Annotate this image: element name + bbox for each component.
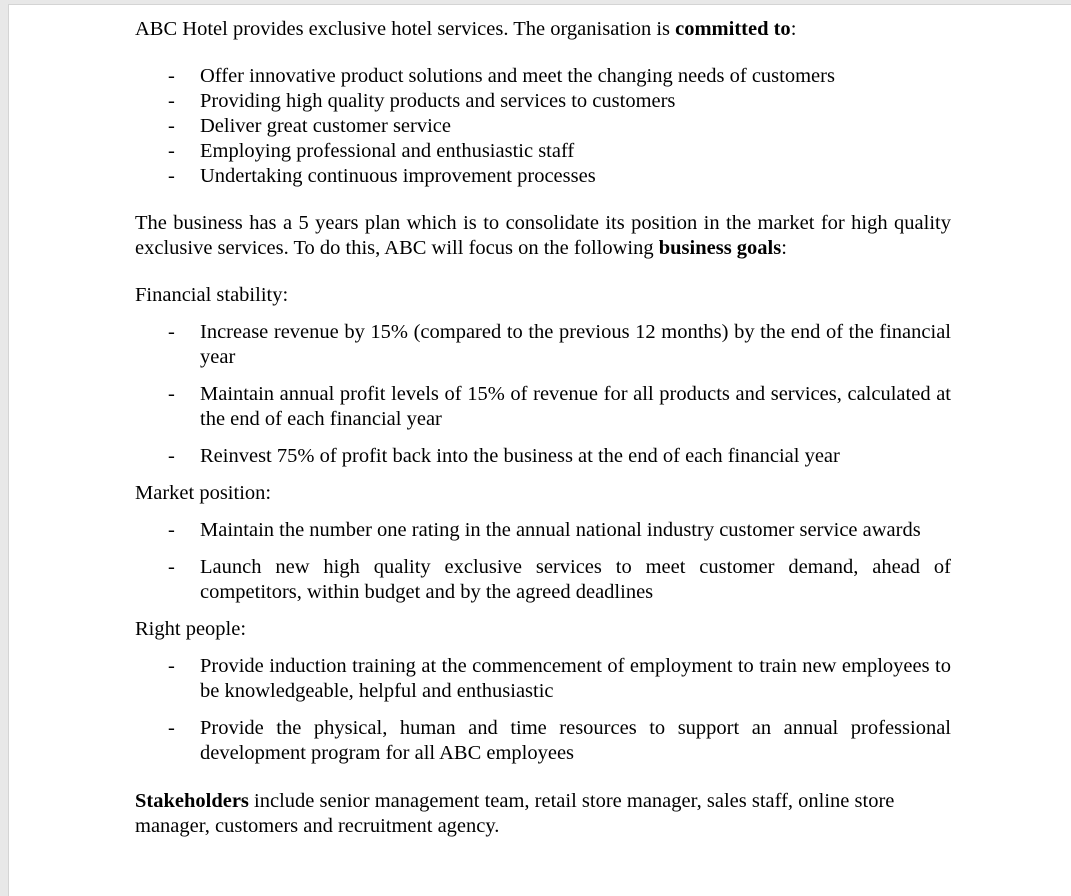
list-item-text: Employing professional and enthusiastic staff xyxy=(200,140,575,162)
dash-marker: - xyxy=(168,321,175,343)
stakeholders-text: include senior management team, retail store manager, sales staff, online store manager, customers and recruitment agency. xyxy=(135,790,895,837)
list-item xyxy=(135,444,951,469)
intro-text: ABC Hotel provides exclusive hotel services. The organisation is xyxy=(135,18,676,40)
list-item-text: Deliver great customer service xyxy=(200,115,452,137)
list-item xyxy=(135,164,951,189)
list-item-text: Launch new high quality exclusive services to meet customer demand, ahead of competitors, within budget and by the agreed deadlines xyxy=(200,556,951,603)
dash-marker: - xyxy=(168,519,175,541)
dash-marker: - xyxy=(168,655,175,677)
dash-marker: - xyxy=(168,115,175,137)
plan-text: The business has a 5 years plan which is to consolidate its position in the market for high quality exclusive services. To do this, ABC will focus on the following xyxy=(135,212,951,259)
list-item xyxy=(135,320,951,370)
dash-marker: - xyxy=(168,717,175,739)
dash-marker: - xyxy=(168,445,175,467)
list-item-text: Offer innovative product solutions and meet the changing needs of customers xyxy=(200,65,835,87)
list-item-text: Provide induction training at the commencement of employment to train new employees to be knowledgeable, helpful and enthusiastic xyxy=(200,655,951,702)
dash-marker: - xyxy=(168,65,175,87)
dash-marker: - xyxy=(168,90,175,112)
list-item xyxy=(135,89,951,114)
plan-paragraph xyxy=(135,211,951,261)
list-item xyxy=(135,654,951,704)
list-item xyxy=(135,382,951,432)
list-item-text: Maintain the number one rating in the annual national industry customer service awards xyxy=(200,519,921,541)
stakeholders-bold: Stakeholders xyxy=(135,790,249,812)
list-item-text: Increase revenue by 15% (compared to the previous 12 months) by the end of the financial year xyxy=(200,321,951,368)
list-item xyxy=(135,716,951,766)
goal-heading-market: Market position: xyxy=(135,482,272,504)
list-item-text: Provide the physical, human and time resources to support an annual professional development program for all ABC employees xyxy=(200,717,951,764)
intro-paragraph xyxy=(135,17,951,42)
document-content xyxy=(135,17,951,839)
plan-bold: business goals xyxy=(658,237,782,259)
list-item-text: Undertaking continuous improvement processes xyxy=(200,165,596,187)
list-item xyxy=(135,555,951,605)
intro-bold: committed to xyxy=(675,18,791,40)
list-item xyxy=(135,518,951,543)
plan-end: : xyxy=(781,237,787,259)
dash-marker: - xyxy=(168,383,175,405)
goal-heading-people: Right people: xyxy=(135,618,247,640)
stakeholders-paragraph xyxy=(135,789,951,839)
dash-marker: - xyxy=(168,165,175,187)
list-item-text: Providing high quality products and services to customers xyxy=(200,90,676,112)
financial-goals-list xyxy=(135,320,951,469)
people-goals-list xyxy=(135,654,951,766)
list-item xyxy=(135,139,951,164)
intro-end: : xyxy=(790,18,797,40)
dash-marker: - xyxy=(168,556,175,578)
goal-heading-financial: Financial stability: xyxy=(135,284,289,306)
document-page xyxy=(8,4,1071,896)
list-item-text: Reinvest 75% of profit back into the business at the end of each financial year xyxy=(200,445,840,467)
list-item xyxy=(135,114,951,139)
list-item xyxy=(135,64,951,89)
dash-marker: - xyxy=(168,140,175,162)
list-item-text: Maintain annual profit levels of 15% of revenue for all products and services, calculated at the end of each financial year xyxy=(200,383,951,430)
market-goals-list xyxy=(135,518,951,605)
commitments-list xyxy=(135,64,951,189)
